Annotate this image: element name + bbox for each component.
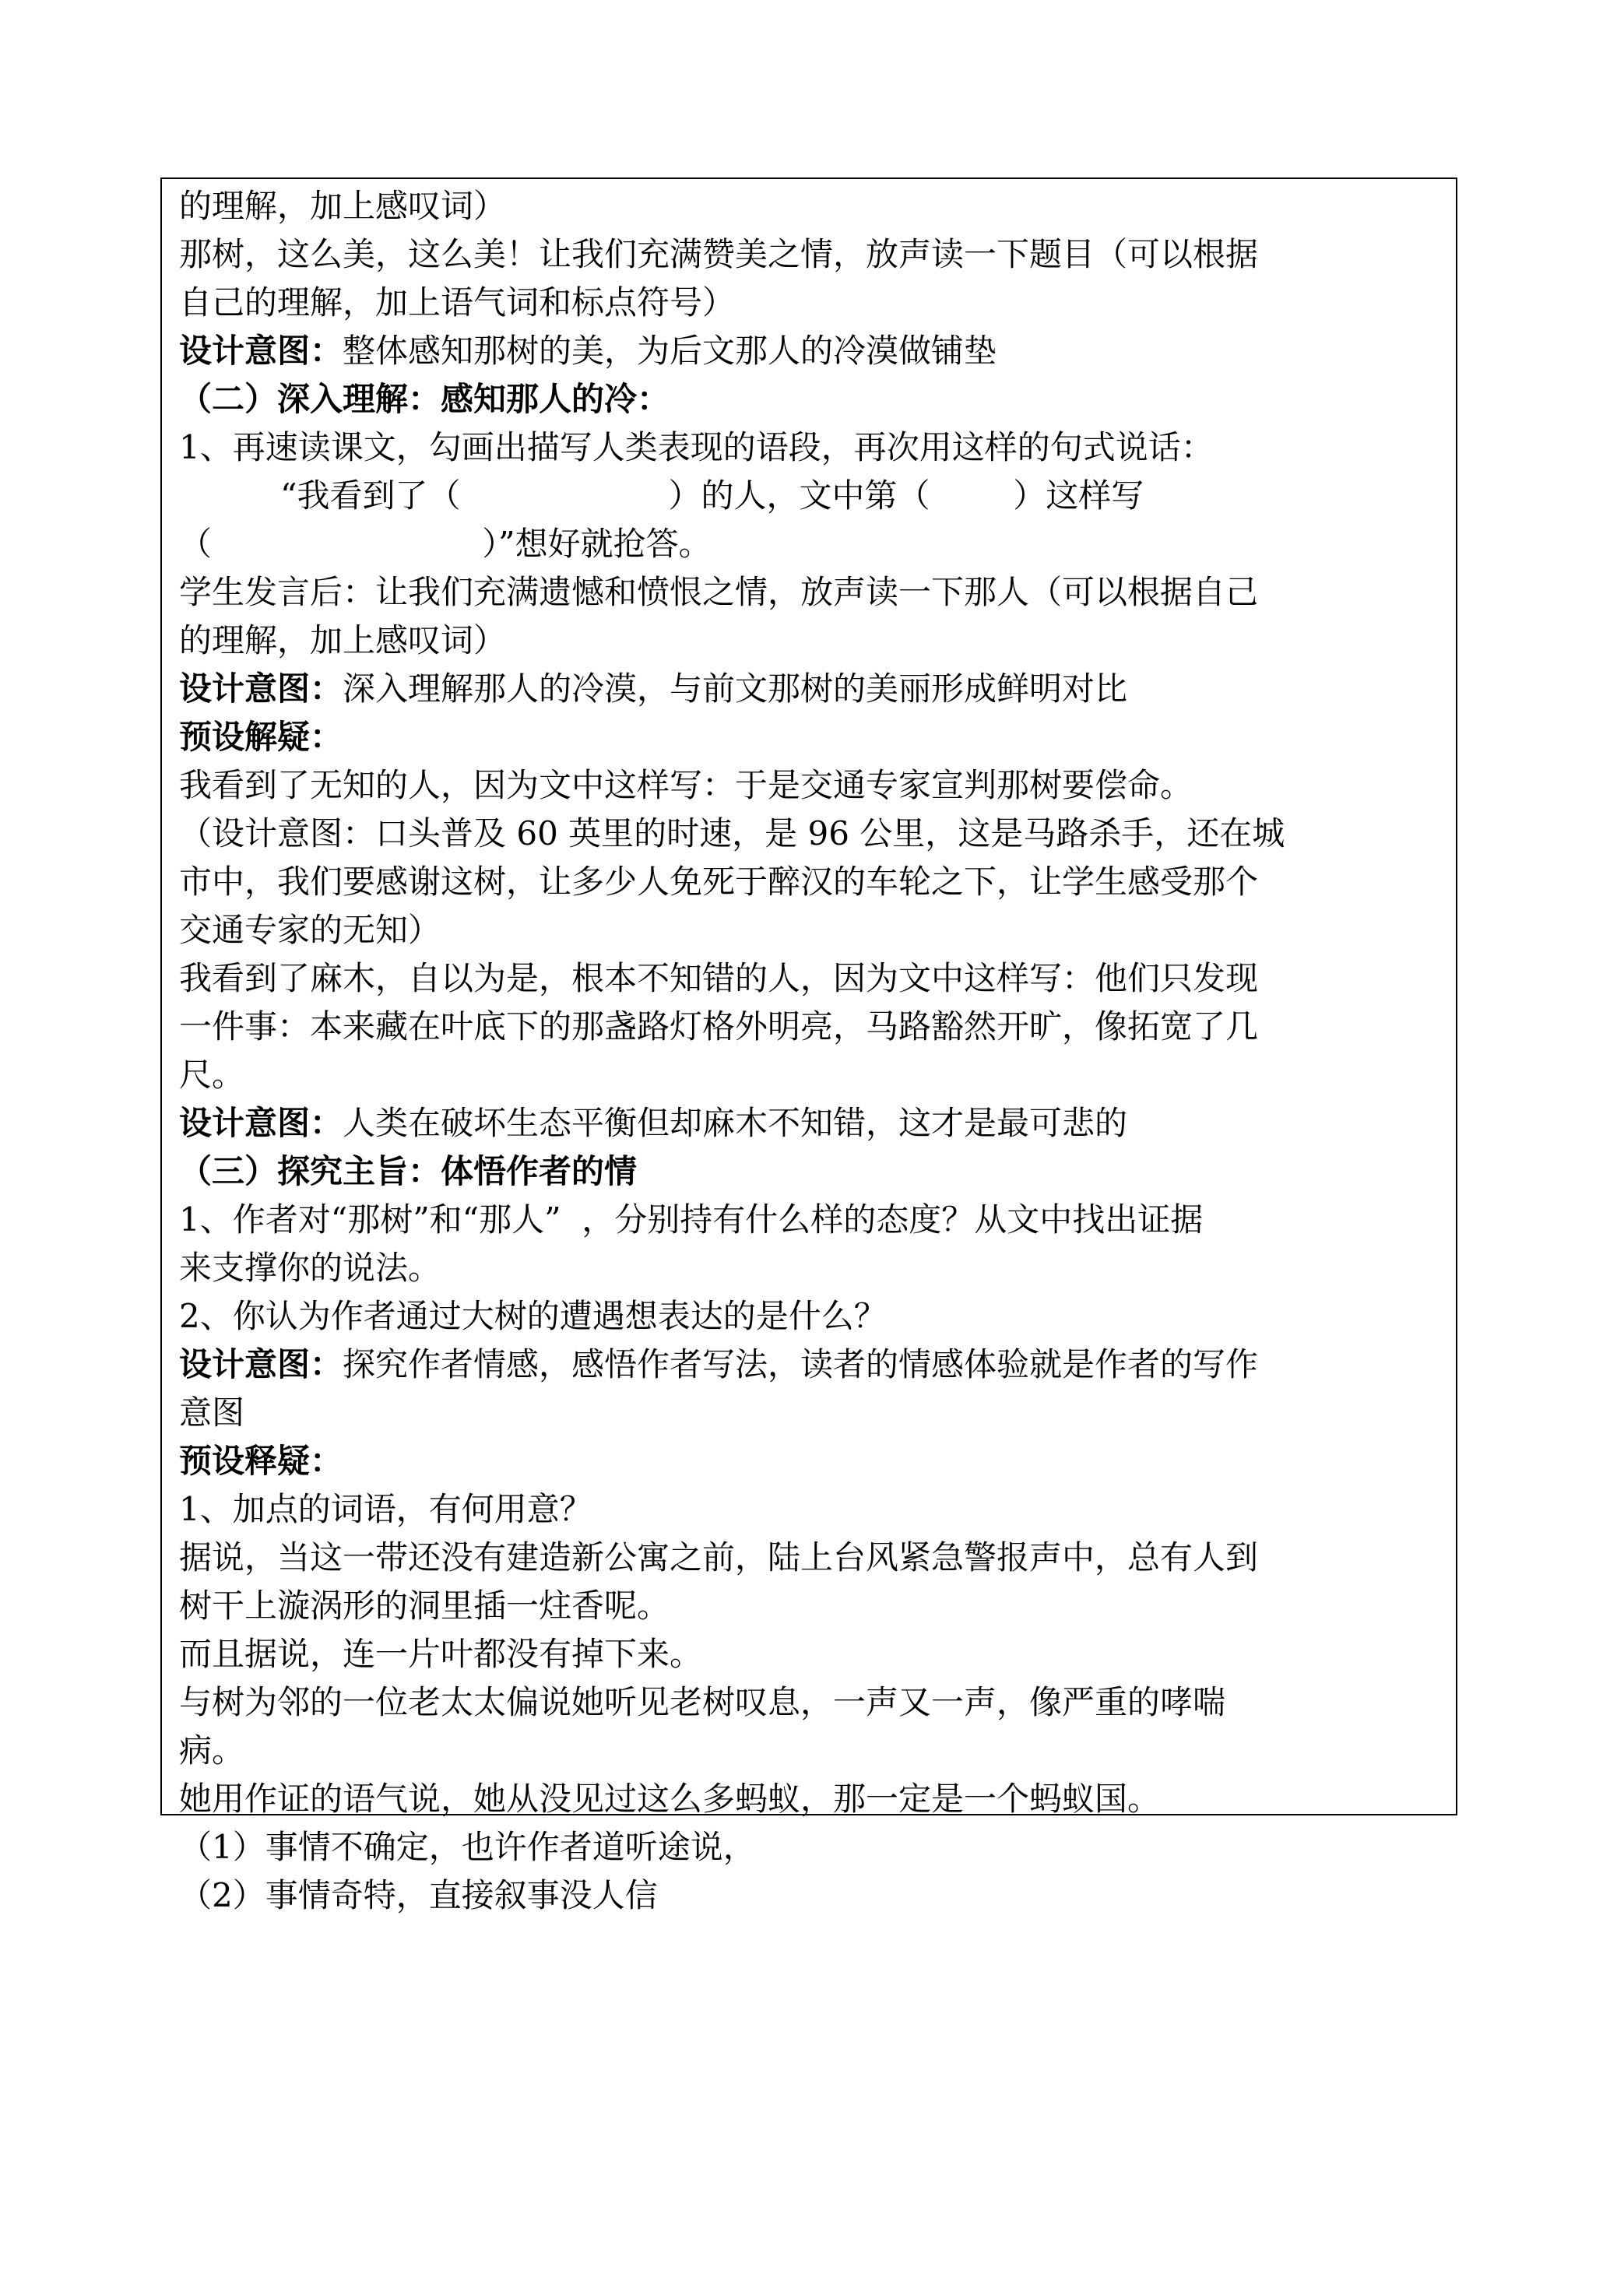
section-heading-2: （二）深入理解：感知那人的冷： xyxy=(179,380,670,418)
text-line-6: 1、再速读课文，勾画出描写人类表现的语段，再次用这样的句式说话： xyxy=(179,428,1214,466)
design-intent-4: 设计意图：探究作者情感，感悟作者写法，读者的情感体验就是作者的写作 xyxy=(179,1345,1259,1383)
design-intent-label: 设计意图： xyxy=(179,670,343,708)
preset-answer-heading-2: 预设释疑： xyxy=(179,1442,343,1480)
table-cell-frame xyxy=(160,177,1457,1914)
text-line-17: 我看到了麻木，自以为是，根本不知错的人，因为文中这样写：他们只发现 xyxy=(179,959,1259,997)
text-line-32: 与树为邻的一位老太太偏说她听见老树叹息，一声又一声，像严重的哮喘 xyxy=(179,1683,1226,1721)
text-line-28: 1、加点的词语，有何用意？ xyxy=(179,1490,592,1528)
design-intent-label: 设计意图： xyxy=(179,1345,343,1383)
text-line-18: 一件事：本来藏在叶底下的那盏路灯格外明亮，马路豁然开旷，像拓宽了几 xyxy=(179,1007,1259,1046)
text-line-8: （ ）”想好就抢答。 xyxy=(179,525,712,563)
text-line-34: 她用作证的语气说，她从没见过这么多蚂蚁，那一定是一个蚂蚁国。 xyxy=(179,1780,1161,1818)
text-line-7: “我看到了（ ）的人，文中第（ ）这样写 xyxy=(280,476,1144,515)
text-line-35: （1）事情不确定，也许作者道听途说， xyxy=(179,1828,756,1866)
text-line-10: 的理解，加上感叹词） xyxy=(179,621,507,659)
text-line-23: 来支撑你的说法。 xyxy=(179,1249,441,1287)
design-intent-2: 设计意图：深入理解那人的冷漠，与前文那树的美丽形成鲜明对比 xyxy=(179,670,1128,708)
text-line-15: 市中，我们要感谢这树，让多少人免死于醉汉的车轮之下，让学生感受那个 xyxy=(179,863,1259,901)
text-line-2: 那树，这么美，这么美！让我们充满赞美之情，放声读一下题目（可以根据 xyxy=(179,235,1259,273)
text-line-9: 学生发言后：让我们充满遗憾和愤恨之情，放声读一下那人（可以根据自己 xyxy=(179,573,1259,611)
text-line-36: （2）事情奇特，直接叙事没人信 xyxy=(179,1876,658,1914)
preset-answer-heading-1: 预设解疑： xyxy=(179,718,343,756)
design-intent-label: 设计意图： xyxy=(179,332,343,370)
section-heading-3: （三）探究主旨：体悟作者的情 xyxy=(179,1152,638,1190)
text-line-30: 树干上漩涡形的洞里插一炷香呢。 xyxy=(179,1587,670,1625)
design-intent-1: 设计意图：整体感知那树的美，为后文那人的冷漠做铺垫 xyxy=(179,332,997,370)
text-line-29: 据说，当这一带还没有建造新公寓之前，陆上台风紧急警报声中，总有人到 xyxy=(179,1538,1259,1576)
design-intent-label: 设计意图： xyxy=(179,1104,343,1142)
text-line-24: 2、你认为作者通过大树的遭遇想表达的是什么？ xyxy=(179,1297,887,1335)
text-line-14: （设计意图：口头普及 60 英里的时速，是 96 公里，这是马路杀手，还在城 xyxy=(179,814,1285,852)
text-line-33: 病。 xyxy=(179,1731,245,1770)
text-line-16: 交通专家的无知） xyxy=(179,911,441,949)
text-line-19: 尺。 xyxy=(179,1056,245,1094)
text-line-22: 1、作者对“那树”和“那人” ，分别持有什么样的态度？从文中找出证据 xyxy=(179,1200,1204,1239)
text-line-1: 的理解，加上感叹词） xyxy=(179,187,507,225)
text-line-31: 而且据说，连一片叶都没有掉下来。 xyxy=(179,1635,703,1673)
text-line-13: 我看到了无知的人，因为文中这样写：于是交通专家宣判那树要偿命。 xyxy=(179,766,1193,804)
design-intent-3: 设计意图：人类在破坏生态平衡但却麻木不知错，这才是最可悲的 xyxy=(179,1104,1128,1142)
text-line-3: 自己的理解，加上语气词和标点符号） xyxy=(179,283,736,322)
text-line-26: 意图 xyxy=(179,1394,245,1432)
lesson-plan-text xyxy=(179,182,1442,1920)
